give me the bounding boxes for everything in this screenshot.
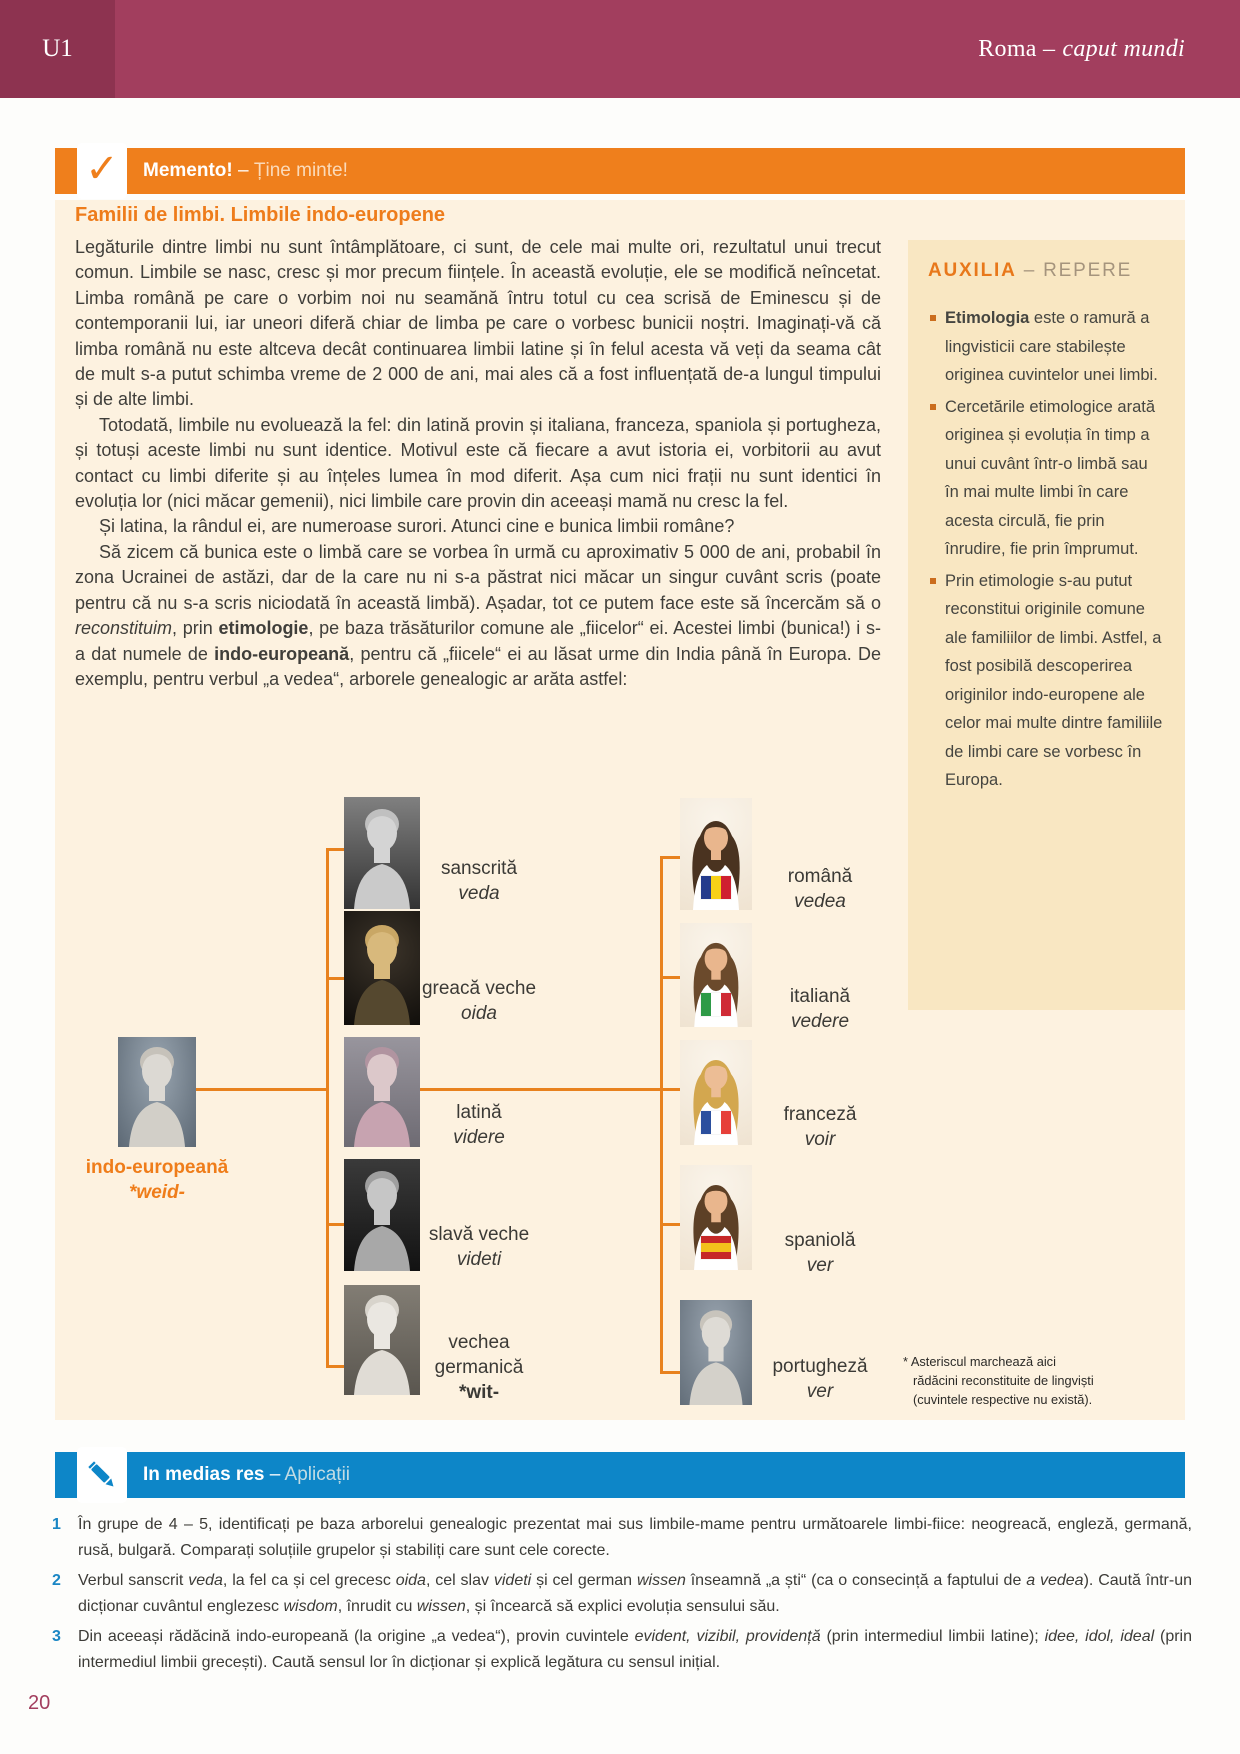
language-name: vechea germanică: [434, 1332, 524, 1378]
exercise-item-2: [52, 1568, 1192, 1620]
language-name: română: [787, 866, 853, 887]
language-word: ver: [806, 1255, 834, 1276]
tree-label-old-slavic: [404, 1222, 554, 1272]
exercise-number: 1: [52, 1516, 61, 1533]
applications-icon-box: [77, 1447, 127, 1503]
header-title-main: Roma –: [978, 35, 1056, 62]
language-word: vedea: [794, 891, 846, 912]
pencil-icon: [84, 1457, 120, 1493]
exercise-text: Verbul sanscrit veda, la fel ca și cel grecesc oida, cel slav videti și cel german wissen înseamnă „a ști“ (ca o consecință a faptului de a vedea). Caută într-un dicționar cuvântul englezesc wisdom, înrudit cu wissen, și încearcă să explici evoluția sensului său.: [78, 1572, 1193, 1615]
exercise-item-1: [52, 1512, 1192, 1564]
tree-line-middle-vertical: [326, 849, 329, 1368]
tree-label-ancient-greek: [404, 976, 554, 1026]
tree-line-latin-horizontal: [420, 1088, 662, 1091]
tree-line-root-horizontal: [196, 1088, 329, 1091]
language-name: portugheză: [772, 1356, 868, 1377]
tree-label-french: [740, 1102, 900, 1152]
french-flag: [701, 1111, 731, 1134]
language-word: *wit-: [458, 1382, 500, 1403]
tree-label-spanish: [740, 1228, 900, 1278]
exercise-list: [52, 1512, 1192, 1680]
language-name: latină: [456, 1102, 502, 1123]
applications-separator: –: [269, 1464, 281, 1485]
language-name: franceză: [783, 1104, 857, 1125]
page-header: [0, 0, 1240, 98]
auxilia-bullet-list: [928, 304, 1165, 795]
statue-bust-icon: [344, 1285, 420, 1395]
auxilia-bullet: Cercetările etimologice arată originea și evoluția în timp a unui cuvânt într-o limbă sau în mai multe limbi în care acesta circulă, fie prin înrudire, fie prin împrumut.: [928, 393, 1165, 564]
tree-root-language: indo-europeană: [85, 1157, 229, 1178]
tree-root-label: [57, 1155, 257, 1205]
tree-label-old-germanic: [419, 1330, 539, 1405]
language-word: veda: [458, 883, 500, 904]
exercise-text: Din aceeași rădăcină indo-europeană (la origine „a vedea“), provin cuvintele evident, vizibil, providență (prin intermediul limbii latine); idee, idol, ideal (prin intermediul limbii grecești). Caută sensul lor în dicționar și explică legătura cu sensul inițial.: [78, 1628, 1193, 1671]
lesson-paragraph: Legăturile dintre limbi nu sunt întâmplătoare, ci sunt, de cele mai multe ori, rezultatul unui trecut comun. Limbile se nasc, cresc și mor precum ființele. În această evoluție, ele se modifică neîncetat. Limba română pe care o vorbim noi nu seamănă întru totul cu cea scrisă de Eminescu și de contemporanii lui, iar uneori diferă chiar de limba pe care o vorbesc bunicii noștri. Imaginați-vă că limba română nu este altceva decât continuarea limbii latine și în felul acesta vă veți da seama cât de mult s-a putut schimba vreme de 2 000 de ani, mai ales că a fost influențată de-a lungul timpului și de alte limbi.: [75, 237, 881, 410]
tree-line-stub: [326, 977, 346, 980]
romanian-flag: [701, 876, 731, 899]
old-germanic-statue-image: [344, 1285, 420, 1395]
tree-label-portuguese: [740, 1354, 900, 1404]
language-word: vedere: [790, 1011, 850, 1032]
lesson-heading: Familii de limbi. Limbile indo-europene: [75, 204, 446, 226]
auxilia-title-sub: – REPERE: [1023, 260, 1133, 281]
indo-european-statue-image: [118, 1037, 196, 1147]
memento-title: Memento!: [143, 160, 233, 181]
tree-line-stub: [660, 1371, 682, 1374]
asterisk-footnote: * Asteriscul marchează aici rădăcini reconstituite de lingviști (cuvintele respective nu există).: [903, 1354, 1094, 1407]
memento-icon-box: [77, 143, 127, 199]
spanish-flag: [701, 1236, 731, 1259]
lesson-body: [75, 235, 881, 692]
header-title-italic: caput mundi: [1062, 35, 1185, 62]
tree-label-romanian: [740, 864, 900, 914]
tree-line-stub: [660, 1088, 682, 1091]
statue-bust-icon: [118, 1037, 196, 1147]
page-number: 20: [28, 1692, 51, 1714]
unit-badge: U1: [0, 0, 115, 98]
checkmark-icon: ✓: [85, 147, 119, 191]
tree-line-stub: [660, 1223, 682, 1226]
auxilia-bullet: Etimologia este o ramură a lingvisticii care stabilește originea cuvintelor unei limbi.: [928, 304, 1165, 390]
lesson-paragraph: Totodată, limbile nu evoluează la fel: din latină provin și italiana, franceza, spaniola și portugheza, și totuși aceste limbi nu sunt identice. Motivul este că fiecare a avut istoria ei, vorbitorii au avut contact cu limbi diferite și au înțeles lumea în mod diferit. Așa cum nici frații nu sunt identici în evoluția lor (nici măcar gemenii), nici limbile care provin din aceeași mamă nu cresc la fel.: [75, 414, 881, 512]
language-word: videre: [453, 1127, 505, 1148]
tree-line-stub: [326, 1365, 346, 1368]
exercise-item-3: [52, 1624, 1192, 1676]
memento-banner: [55, 148, 1185, 194]
auxilia-title-main: AUXILIA: [928, 260, 1017, 281]
italian-flag: [701, 993, 731, 1016]
lesson-paragraph: Și latina, la rândul ei, are numeroase surori. Atunci cine e bunica limbii române?: [99, 516, 735, 537]
language-word: voir: [804, 1129, 836, 1150]
language-word: ver: [806, 1381, 834, 1402]
tree-line-stub: [326, 1223, 346, 1226]
auxilia-sidebar: [908, 240, 1185, 1010]
language-name: slavă veche: [428, 1224, 530, 1245]
applications-banner: [55, 1452, 1185, 1498]
language-name: spaniolă: [784, 1230, 856, 1251]
language-name: italiană: [789, 986, 851, 1007]
auxilia-title: [928, 260, 1165, 282]
tree-root-word: *weid-: [129, 1182, 185, 1203]
memento-separator: –: [238, 160, 249, 181]
memento-subtitle: Ține minte!: [253, 160, 348, 181]
tree-line-right-vertical: [660, 857, 663, 1374]
tree-label-sanskrit: [404, 856, 554, 906]
applications-subtitle: Aplicații: [284, 1464, 351, 1485]
tree-label-latin: [404, 1100, 554, 1150]
language-name: sanscrită: [440, 858, 518, 879]
language-word: videti: [456, 1249, 502, 1270]
tree-line-stub: [326, 848, 346, 851]
tree-line-stub: [660, 976, 682, 979]
exercise-number: 3: [52, 1628, 61, 1645]
language-word: oida: [461, 1003, 497, 1024]
lesson-paragraph: Să zicem că bunica este o limbă care se vorbea în urmă cu aproximativ 5 000 de ani, probabil în zona Ucrainei de astăzi, dar de la care nu ni s-a păstrat nici măcar un singur cuvânt scris (poate pentru că nu s-a scris niciodată în această limbă). Așadar, tot ce putem face este să încercăm să o reconstituim, prin etimologie, pe baza trăsăturilor comune ale „fiicelor“ ei. Acestei limbi (bunica!) i s-a dat numele de indo-europeană, pentru că „fiicele“ ei au lăsat urme din India până în Europa. De exemplu, pentru verbul „a vedea“, arborele genealogic ar arăta astfel:: [75, 541, 881, 689]
tree-line-stub: [660, 856, 682, 859]
language-name: greacă veche: [421, 978, 537, 999]
exercise-number: 2: [52, 1572, 61, 1589]
auxilia-bullet: Prin etimologie s-au putut reconstitui originile comune ale familiilor de limbi. Astfel, a fost posibilă descoperirea originilor indo-europene ale celor mai multe dintre familiile de limbi care se vorbesc în Europa.: [928, 567, 1165, 795]
tree-label-italian: [740, 984, 900, 1034]
exercise-text: În grupe de 4 – 5, identificați pe baza arborelui genealogic prezentat mai sus limbile-mame pentru următoarele limbi-fiice: neogreacă, engleză, germană, rusă, bulgară. Comparați soluțiile grupelor și stabiliți care sunt cele corecte.: [78, 1516, 1192, 1559]
page-header-title: [978, 0, 1185, 98]
applications-title: In medias res: [143, 1464, 265, 1485]
